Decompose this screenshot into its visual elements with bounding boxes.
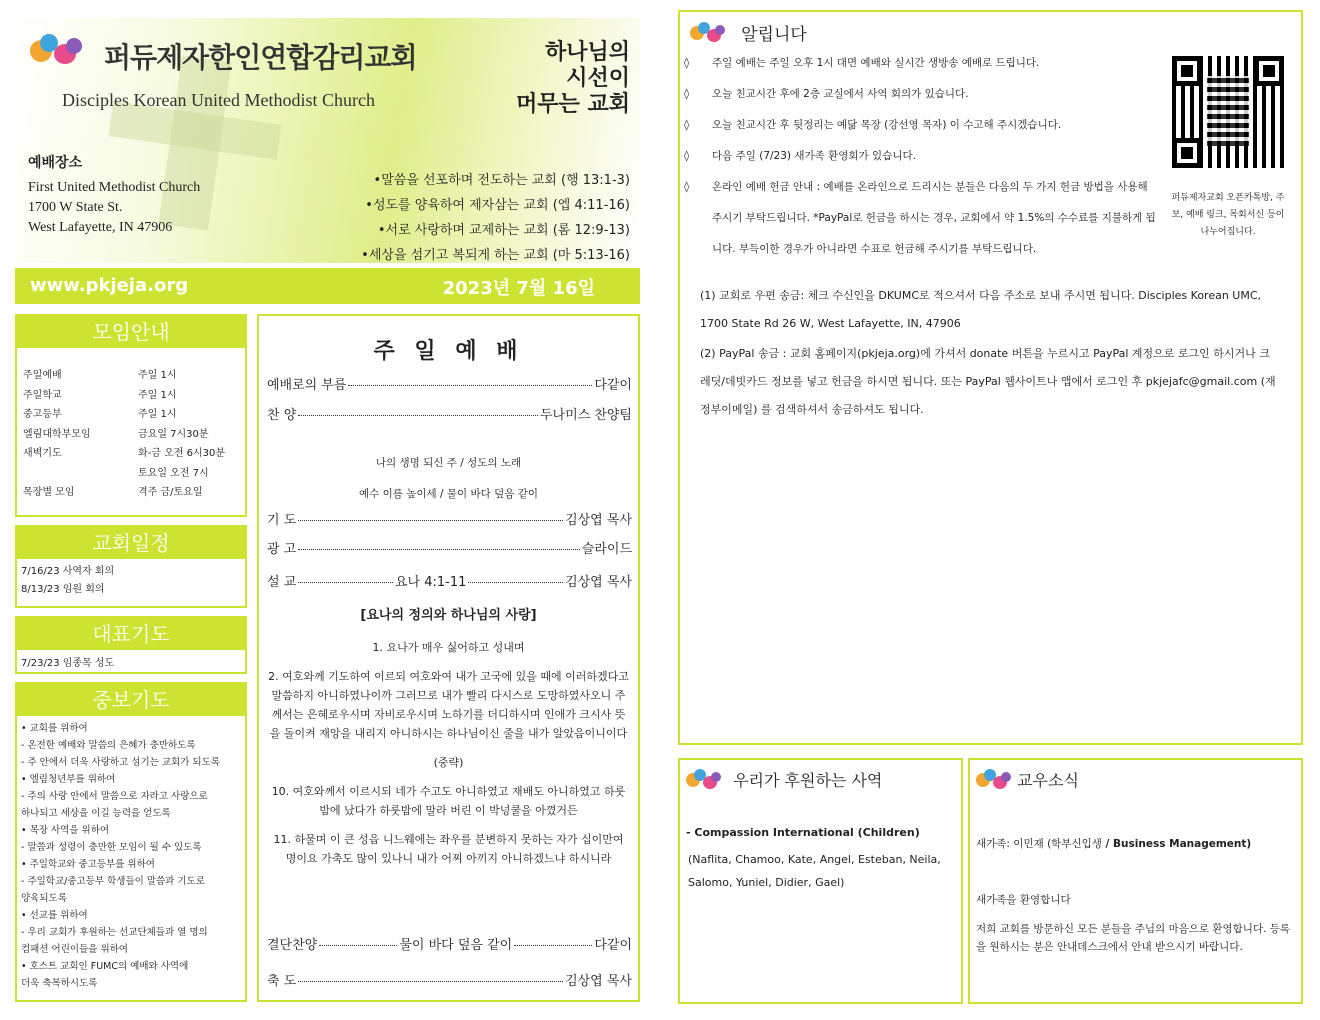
- intercession-box: [15, 682, 247, 1002]
- news-title: 교우소식: [1017, 771, 1079, 790]
- benediction-leader: 김상엽 목사: [565, 974, 632, 989]
- announcement-item: ◊ 주일 예배는 주일 오후 1시 대면 예배와 실시간 생방송 예배로 드립니다.: [684, 48, 1164, 79]
- leader-dots: [298, 415, 538, 416]
- leader-dots: [298, 520, 563, 521]
- meeting-time: 격주 금/토요일: [138, 487, 203, 498]
- meeting-row: [23, 483, 225, 503]
- motto-line: 머무는 교회: [516, 92, 630, 117]
- intercession-line: - 주 안에서 더욱 사랑하고 섬기는 교회가 되도록: [21, 757, 220, 768]
- welcome-text: 저희 교회를 방문하신 모든 분들을 주님의 마음으로 환영합니다. 등록을 원하시는 분은 안내데스크에서 안내 받으시기 바랍니다.: [976, 923, 1291, 953]
- schedule-list: [21, 563, 114, 599]
- closing-hymn-row: [267, 934, 632, 953]
- intercession-line: • 목장 사역을 위하여: [21, 825, 110, 836]
- order-label: 찬 양: [267, 408, 297, 423]
- motto: [500, 40, 630, 118]
- meeting-row: [23, 444, 225, 464]
- intercession-line: - 우리 교회가 후원하는 선교단체들과 열 명의: [21, 927, 208, 938]
- payment-method: (2) PayPal 송금 : 교회 홈페이지(pkjeja.org)에 가셔서 donate 버튼을 누르시고 PayPal 계정으로 로그인 하시거나 크레딧/데빗카드 정보를 넣고 헌금을 하시면 됩니다. 또는 PayPal 웹사이트나 앱에서 로그인 후 pkjejafc@gmail.com (재정부이메일) 를 검색하셔서 송금하셔도 됩니다.: [700, 347, 1276, 416]
- intercession-line: - 주의 사랑 안에서 말씀으로 자라고 사랑으로: [21, 791, 208, 802]
- church-logo: [28, 34, 88, 70]
- order-label: 광 고: [267, 542, 297, 557]
- payment-method: (1) 교회로 우편 송금: 체크 수신인을 DKUMC로 적으셔서 다음 주소로 보내 주시면 됩니다. Disciples Korean UMC, 1700 State Rd 26 W, West Lafayette, IN, 47906: [700, 289, 1262, 330]
- schedule-box: [15, 525, 247, 608]
- mission-item: •말씀을 선포하며 전도하는 교회 (행 13:1-3): [373, 173, 630, 188]
- meetings-box: [15, 314, 247, 517]
- meeting-time: 주일 1시: [138, 370, 177, 381]
- worship-title: 주 일 예 배: [373, 339, 524, 364]
- website-bar: [15, 268, 640, 304]
- payment-methods: [700, 282, 1280, 424]
- schedule-item: 8/13/23 임원 회의: [21, 584, 105, 595]
- support-names: (Naflita, Chamoo, Kate, Angel, Esteban, Neila, Salomo, Yuniel, Didier, Gael): [688, 853, 941, 889]
- intercession-line: • 선교를 위하여: [21, 910, 88, 921]
- scripture-verse: 1. 요나가 매우 싫어하고 성내며: [372, 641, 525, 654]
- intercession-line: • 호스트 교회인 FUMC의 예배와 사역에: [21, 961, 189, 972]
- meeting-name: 중고등부: [23, 409, 62, 420]
- meeting-name: 주일예배: [23, 370, 62, 381]
- leader-dots: [348, 385, 592, 386]
- benediction-label: 축 도: [267, 974, 297, 989]
- newcomer-line: [976, 836, 1251, 851]
- meetings-title: 모임안내: [17, 316, 245, 348]
- order-item: [267, 374, 632, 393]
- intercession-title: 중보기도: [17, 684, 245, 716]
- scripture-verse: 11. 하물며 이 큰 성읍 니느웨에는 좌우를 분변하지 못하는 자가 십이만여 명이요 가축도 많이 있나니 내가 어찌 아끼지 아니하겠느냐 하시니라: [273, 833, 624, 865]
- sermon-title: [요나의 정의와 하나님의 사랑]: [360, 608, 537, 623]
- mission-list: [340, 168, 630, 268]
- sermon-row: [267, 571, 632, 590]
- rep-prayer-box: [15, 616, 247, 674]
- venue-line: 1700 W State St.: [28, 200, 123, 215]
- support-box: [678, 758, 963, 1004]
- intercession-line: 컴패션 어린이들을 위하여: [21, 944, 128, 955]
- benediction-row: [267, 970, 632, 989]
- intercession-line: - 말씀과 성령이 충만한 모임이 될 수 있도록: [21, 842, 202, 853]
- leader-dots: [298, 582, 393, 583]
- intercession-line: 하나되고 세상을 이길 능력을 얻도록: [21, 808, 171, 819]
- scripture-text: [267, 638, 630, 868]
- intercession-line: • 엘림청년부를 위하여: [21, 774, 116, 785]
- leader-dots: [468, 582, 563, 583]
- leader-dots: [319, 945, 397, 946]
- intercession-line: - 주일학교/중고등부 학생들이 말씀과 기도로: [21, 876, 205, 887]
- worship-box: [257, 314, 640, 1002]
- logo-icon: [28, 34, 88, 66]
- newcomer-label: 새가족: 이민재 (학부신입생: [976, 838, 1102, 850]
- diamond-icon: ◊: [684, 150, 690, 162]
- meeting-name: 엘림대학부모임: [23, 428, 91, 440]
- logo-icon: [690, 22, 730, 44]
- order-leader: 김상엽 목사: [565, 513, 632, 528]
- meeting-row: [23, 366, 225, 386]
- scripture-verse: (중략): [433, 756, 464, 769]
- order-leader: 슬라이드: [581, 542, 632, 557]
- venue-line: West Lafayette, IN 47906: [28, 220, 173, 235]
- intercession-line: • 주일학교와 중고등부를 위하여: [21, 859, 155, 870]
- venue-address: [28, 178, 200, 238]
- meetings-table: [23, 366, 225, 503]
- meeting-row: [23, 464, 225, 484]
- website-link[interactable]: www.pkjeja.org: [30, 275, 189, 296]
- schedule-item: 7/16/23 사역자 회의: [21, 566, 115, 577]
- newcomer-major: / Business Management): [1101, 838, 1252, 850]
- sermon-label: 설 교: [267, 575, 297, 590]
- meeting-time: 금요일 7시30분: [138, 428, 209, 440]
- announcement-item: ◊ 다음 주일 (7/23) 새가족 환영회가 있습니다.: [684, 141, 1164, 172]
- leader-dots: [298, 549, 580, 550]
- closing-leader: 다같이: [594, 938, 633, 953]
- sermon-passage: 요나 4:1-11: [394, 575, 467, 590]
- leader-dots: [514, 945, 592, 946]
- support-title: 우리가 후원하는 사역: [733, 771, 883, 790]
- scripture-verse: 10. 여호와께서 이르시되 네가 수고도 아니하였고 재배도 아니하였고 하룻밤에 났다가 하룻밤에 말라 버린 이 박넝쿨을 아꼈거든: [271, 785, 626, 817]
- song-item: 나의 생명 되신 주 / 성도의 노래: [375, 457, 522, 469]
- order-leader: 다같이: [594, 378, 632, 393]
- intercession-line: 양육되도록: [21, 893, 67, 904]
- order-item: [267, 509, 632, 528]
- announcements-title: 알립니다: [741, 25, 807, 45]
- intercession-line: • 교회를 위하여: [21, 723, 88, 734]
- song-list: [259, 448, 638, 510]
- venue-line: First United Methodist Church: [28, 180, 201, 195]
- rep-prayer-item: 7/23/23 임종목 성도: [21, 658, 115, 669]
- logo-icon: [686, 769, 726, 791]
- meeting-time: 토요일 오전 7시: [138, 467, 209, 479]
- diamond-icon: ◊: [684, 88, 690, 100]
- intercession-list: [21, 720, 245, 992]
- meeting-row: [23, 386, 225, 406]
- qr-code[interactable]: [1172, 56, 1284, 168]
- logo-icon: [976, 769, 1016, 791]
- diamond-icon: ◊: [684, 57, 690, 69]
- order-label: 예배로의 부름: [267, 378, 347, 393]
- rep-prayer-title: 대표기도: [17, 618, 245, 650]
- diamond-icon: ◊: [684, 181, 690, 193]
- order-leader: 두나미스 찬양팀: [539, 408, 632, 423]
- announcements-box: [678, 10, 1303, 745]
- mission-item: •서로 사랑하며 교제하는 교회 (롬 12:9-13): [377, 223, 630, 238]
- closing-label: 결단찬양: [267, 938, 318, 953]
- meeting-time: 주일 1시: [138, 409, 177, 420]
- intercession-line: - 온전한 예배와 말씀의 은혜가 충만하도록: [21, 740, 196, 751]
- news-box: [968, 758, 1303, 1004]
- meeting-row: [23, 405, 225, 425]
- motto-line: 시선이: [566, 66, 630, 91]
- announcement-item: ◊ 오늘 친교시간 후에 2층 교실에서 사역 회의가 있습니다.: [684, 79, 1164, 110]
- diamond-icon: ◊: [684, 119, 690, 131]
- motto-line: 하나님의: [544, 40, 630, 65]
- meeting-row: [23, 425, 225, 445]
- meeting-name: 새벽기도: [23, 448, 62, 459]
- news-header: [976, 768, 1079, 791]
- order-item: [267, 538, 632, 557]
- qr-caption: 퍼듀제자교회 오픈카톡방, 주보, 예배 링크, 목회서신 등이 나누어집니다.: [1171, 193, 1285, 237]
- support-org: - Compassion International (Children): [686, 826, 920, 839]
- church-name-en: Disciples Korean United Methodist Church: [62, 90, 375, 110]
- announcement-item: ◊ 오늘 친교시간 후 뒷정리는 예닮 목장 (강선영 목자) 이 수고해 주시겠습니다.: [684, 110, 1164, 141]
- closing-hymn: 물이 바다 덮음 같이: [399, 938, 513, 953]
- scripture-verse: 2. 여호와께 기도하여 이르되 여호와여 내가 고국에 있을 때에 이러하겠다고 말씀하지 아니하였나이까 그러므로 내가 빨리 다시스로 도망하였사오니 주께서는 은혜로우시며 자비로우시며 노하기를 더디하시며 인애가 크시사 뜻을 돌이켜 재앙을 내리지 아니하시는 하나님이신 줄을 내가 알았음이니이다: [268, 670, 629, 740]
- support-header: [686, 768, 882, 791]
- announcement-item: ◊ 온라인 예배 헌금 안내 : 예배를 온라인으로 드리시는 분들은 다음의 두 가지 헌금 방법을 사용해 주시기 부탁드립니다. *PayPal로 헌금을 하시는 경우, 교회에서 약 1.5%의 수수료를 지불하게 됩니다. 부득이한 경우가 아니라면 수표로 헌금해 주시기를 부탁드립니다.: [684, 172, 1164, 265]
- welcome-title: 새가족을 환영합니다: [976, 894, 1071, 906]
- meeting-name: 목장별 모임: [23, 487, 75, 498]
- mission-item: •세상을 섬기고 복되게 하는 교회 (마 5:13-16): [361, 248, 630, 263]
- church-name-ko: 퍼듀제자한인연합감리교회: [104, 41, 417, 74]
- meeting-time: 화-금 오전 6시30분: [138, 448, 226, 459]
- song-item: 예수 이름 높이세 / 물이 바다 덮음 같이: [358, 488, 539, 500]
- announcements-header: [690, 20, 807, 45]
- meeting-time: 주일 1시: [138, 389, 177, 401]
- intercession-line: 더욱 축복하시도록: [21, 978, 98, 989]
- bulletin-date: 2023년 7월 16일: [442, 278, 595, 299]
- venue-title: 예배장소: [28, 155, 83, 171]
- sermon-preacher: 김상엽 목사: [565, 575, 632, 590]
- meeting-name: 주일학교: [23, 389, 62, 401]
- schedule-title: 교회일정: [17, 527, 245, 559]
- order-item: [267, 404, 632, 423]
- leader-dots: [298, 981, 563, 982]
- order-label: 기 도: [267, 513, 297, 528]
- announcement-list: [684, 48, 1164, 265]
- mission-item: •성도를 양육하여 제자삼는 교회 (엡 4:11-16): [365, 198, 630, 213]
